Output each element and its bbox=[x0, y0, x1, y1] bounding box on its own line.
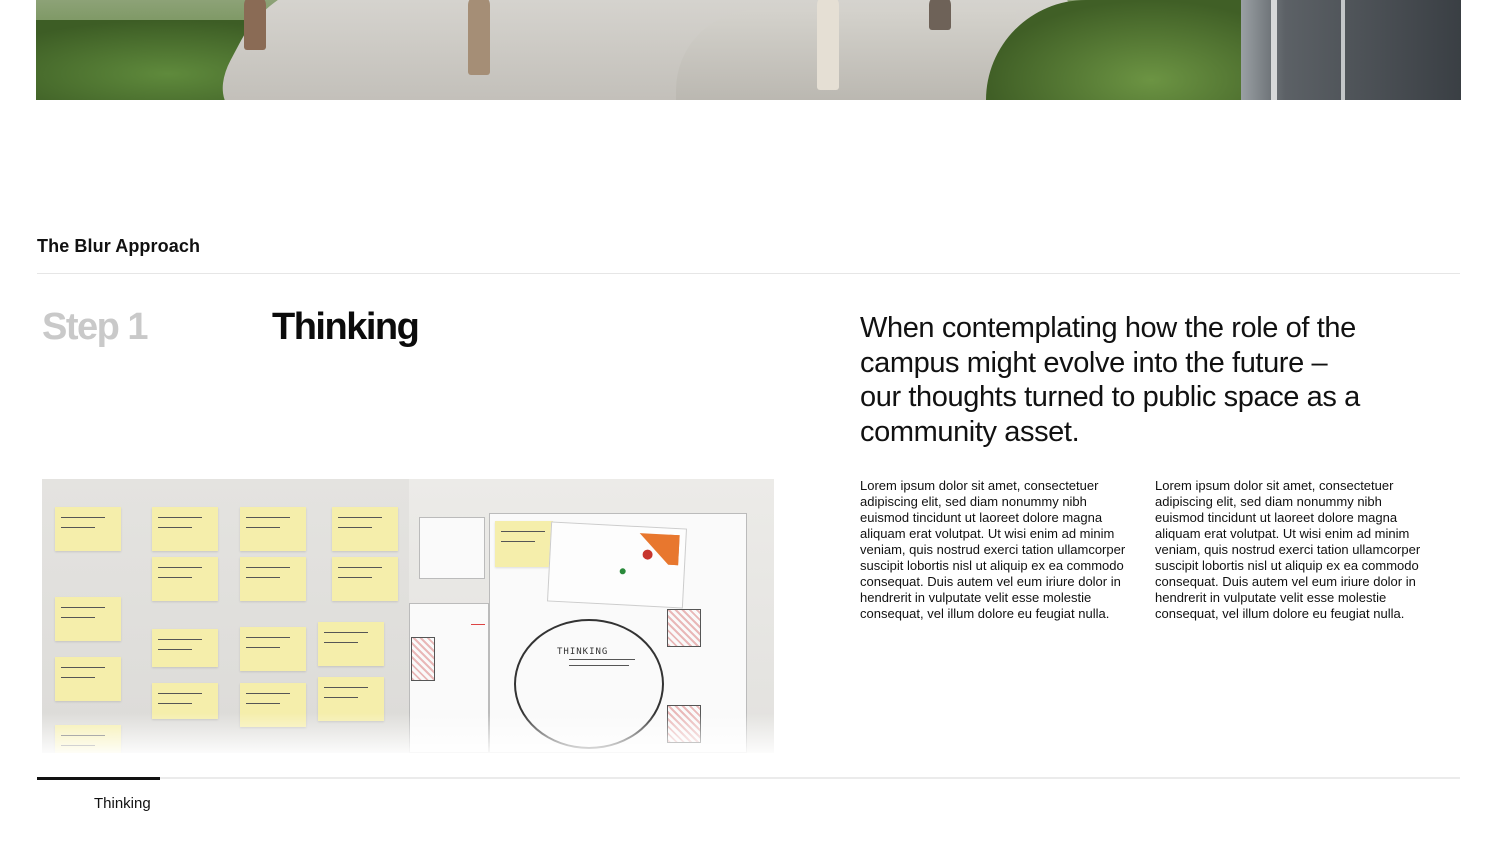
hero-person bbox=[244, 0, 266, 50]
sticky-note bbox=[318, 622, 384, 666]
sticky-note bbox=[152, 629, 218, 667]
sticky-note bbox=[55, 657, 121, 701]
sticky-note bbox=[240, 627, 306, 671]
tab-track bbox=[37, 777, 1460, 779]
body-column-1: Lorem ipsum dolor sit amet, consectetuer adipiscing elit, sed diam nonummy nibh euismod tincidunt ut laoreet dolore magna aliquam erat volutpat. Ut wisi enim ad minim veniam, quis nostrud exerci tation ullamcorper suscipit lobortis nisl ut aliquip ex ea commodo consequat. Duis autem vel eum iriure dolor in hendrerit in vulputate velit esse molestie consequat, vel illum dolore eu feugiat nulla. bbox=[860, 478, 1126, 621]
lead-paragraph: When contemplating how the role of the campus might evolve into the future – our thoughts turned to public space as a community asset. bbox=[860, 312, 1360, 448]
hero-campus-image bbox=[36, 0, 1461, 100]
diagram-card bbox=[547, 521, 687, 608]
hero-person bbox=[468, 0, 490, 75]
step-number: Step 1 bbox=[42, 306, 148, 348]
sticky-note bbox=[240, 507, 306, 551]
sketch-label: THINKING bbox=[557, 647, 609, 657]
sketch-line bbox=[569, 665, 629, 666]
sticky-note bbox=[332, 507, 398, 551]
sticky-note bbox=[240, 557, 306, 601]
hero-person bbox=[929, 0, 951, 30]
hero-person bbox=[817, 0, 839, 90]
hero-building bbox=[1241, 0, 1461, 100]
sketch-hatch bbox=[411, 637, 435, 681]
arrow-icon bbox=[471, 624, 485, 625]
sticky-note bbox=[495, 521, 553, 567]
sticky-note bbox=[55, 597, 121, 641]
sticky-note bbox=[55, 507, 121, 551]
sketch-hatch bbox=[667, 609, 701, 647]
sticky-note-wall bbox=[42, 479, 409, 753]
sticky-note bbox=[152, 507, 218, 551]
step-heading: Thinking bbox=[272, 306, 419, 348]
section-divider bbox=[37, 273, 1460, 274]
body-column-2: Lorem ipsum dolor sit amet, consectetuer adipiscing elit, sed diam nonummy nibh euismod tincidunt ut laoreet dolore magna aliquam erat volutpat. Ut wisi enim ad minim veniam, quis nostrud exerci tation ullamcorper suscipit lobortis nisl ut aliquip ex ea commodo consequat. Duis autem vel eum iriure dolor in hendrerit in vulputate velit esse molestie consequat, vel illum dolore eu feugiat nulla. bbox=[1155, 478, 1421, 621]
sketch-paper bbox=[419, 517, 485, 579]
sticky-note bbox=[332, 557, 398, 601]
sketch-line bbox=[569, 659, 635, 660]
section-title: The Blur Approach bbox=[37, 236, 201, 256]
sticky-note bbox=[152, 557, 218, 601]
hero-walkway-plaza bbox=[676, 10, 1016, 100]
thinking-workshop-photo bbox=[42, 479, 774, 753]
photo-fade bbox=[42, 713, 774, 753]
sketch-wall bbox=[409, 479, 774, 753]
diagram-dot bbox=[620, 568, 626, 574]
tab-active-indicator bbox=[37, 777, 160, 780]
tab-thinking[interactable]: Thinking bbox=[94, 795, 151, 812]
